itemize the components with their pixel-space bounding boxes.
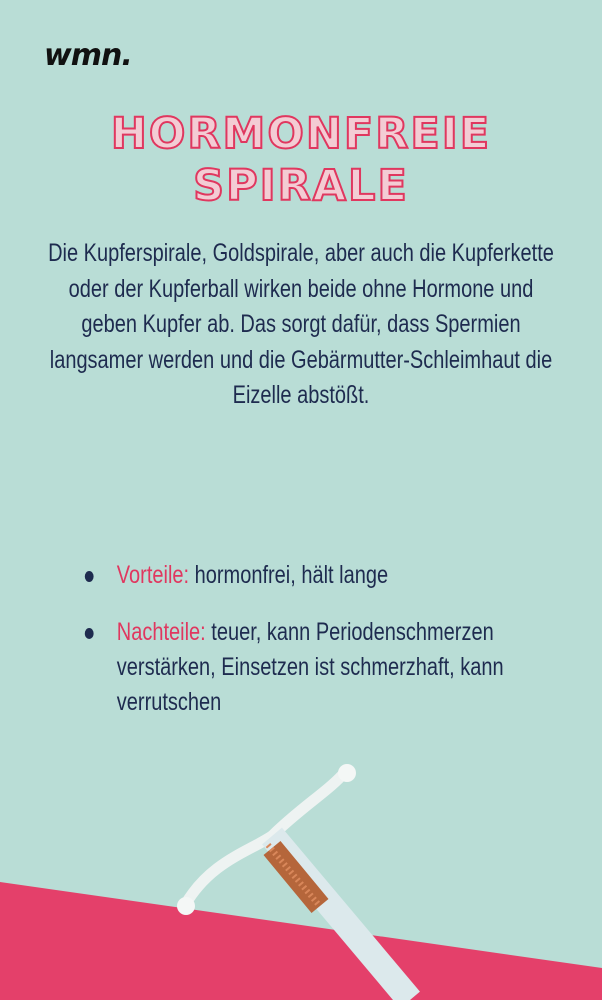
cons-text: teuer, kann Periodenschmerzen verstärken, Einsetzen ist schmerzhaft, kann verrutschen [116, 618, 504, 716]
title-line-1: HORMONFREIE [110, 109, 492, 159]
cons-label: Nachteile: [116, 618, 206, 646]
pros-label: Vorteile: [116, 561, 190, 589]
pros-text: hormonfrei, hält lange [189, 561, 389, 589]
brand-logo: wmn. [44, 38, 132, 73]
title-line-2: SPIRALE [193, 161, 409, 211]
description-text: Die Kupferspirale, Goldspirale, aber auch die Kupferkette oder der Kupferball wirken beide ohne Hormone und geben Kupfer ab. Das sorgt dafür, dass Spermien langsamer werden und die Gebärmutter-Schleimhaut die Eizelle abstößt. [48, 239, 554, 409]
